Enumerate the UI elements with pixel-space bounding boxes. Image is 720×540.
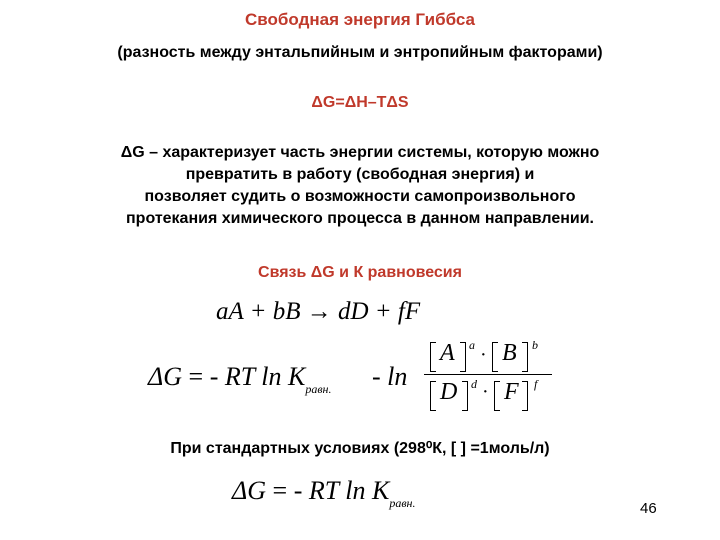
bracket-close xyxy=(522,342,528,372)
species-d: D xyxy=(440,379,458,405)
exponent-a: a xyxy=(469,338,475,352)
gibbs-formula: ΔG=ΔH–TΔS xyxy=(311,94,409,111)
equilibrium-equation xyxy=(148,362,332,396)
bracket-open xyxy=(430,342,436,372)
slide-title: Свободная энергия Гиббса xyxy=(245,10,475,29)
delta-g: ΔG xyxy=(232,476,267,505)
bracket-open xyxy=(494,381,500,411)
species-f: F xyxy=(504,379,519,405)
bracket-close xyxy=(460,342,466,372)
equals-sign: = xyxy=(272,476,288,505)
slide-subtitle: (разность между энтальпийным и энтропийным факторами) xyxy=(117,44,603,61)
equals-sign: = xyxy=(188,362,204,391)
rt-ln-k: - RT ln K xyxy=(293,476,390,505)
reaction-rhs: dD + fF xyxy=(337,298,421,325)
section-title: Связь ΔG и К равновесия xyxy=(258,264,462,281)
description-line: позволяет судить о возможности самопроизвольного xyxy=(144,188,576,205)
multiply-dot: · xyxy=(482,381,489,403)
bracket-close xyxy=(462,381,468,411)
standard-equation xyxy=(232,476,416,510)
exponent-f: f xyxy=(534,377,538,391)
concentration-fraction xyxy=(424,338,554,411)
reaction-lhs: aA + bB xyxy=(216,298,301,325)
page-number: 46 xyxy=(640,500,657,517)
exponent-d: d xyxy=(471,377,477,391)
fraction-numerator xyxy=(424,338,554,374)
multiply-dot: · xyxy=(480,344,487,366)
description-line: протекания химического процесса в данном направлении. xyxy=(126,210,594,227)
species-a: A xyxy=(440,340,455,366)
reaction-arrow: → xyxy=(306,298,332,325)
bracket-open xyxy=(430,381,436,411)
reaction-equation xyxy=(216,298,420,326)
description-line: ΔG – характеризует часть энергии системы, которую можно xyxy=(120,144,600,161)
k-subscript: равн. xyxy=(389,496,416,510)
k-subscript: равн. xyxy=(305,382,332,396)
standard-conditions: При стандартных условиях (298⁰К, [ ] =1моль/л) xyxy=(170,440,550,457)
description-block xyxy=(0,142,720,230)
description-line: превратить в работу (свободная энергия) и xyxy=(185,166,535,183)
bracket-close xyxy=(522,381,528,411)
fraction-denominator xyxy=(424,375,554,411)
minus-ln: - ln xyxy=(372,362,408,391)
bracket-open xyxy=(492,342,498,372)
rt-ln-k: - RT ln K xyxy=(209,362,306,391)
species-b: B xyxy=(502,340,517,366)
delta-g: ΔG xyxy=(148,362,183,391)
exponent-b: b xyxy=(532,338,538,352)
